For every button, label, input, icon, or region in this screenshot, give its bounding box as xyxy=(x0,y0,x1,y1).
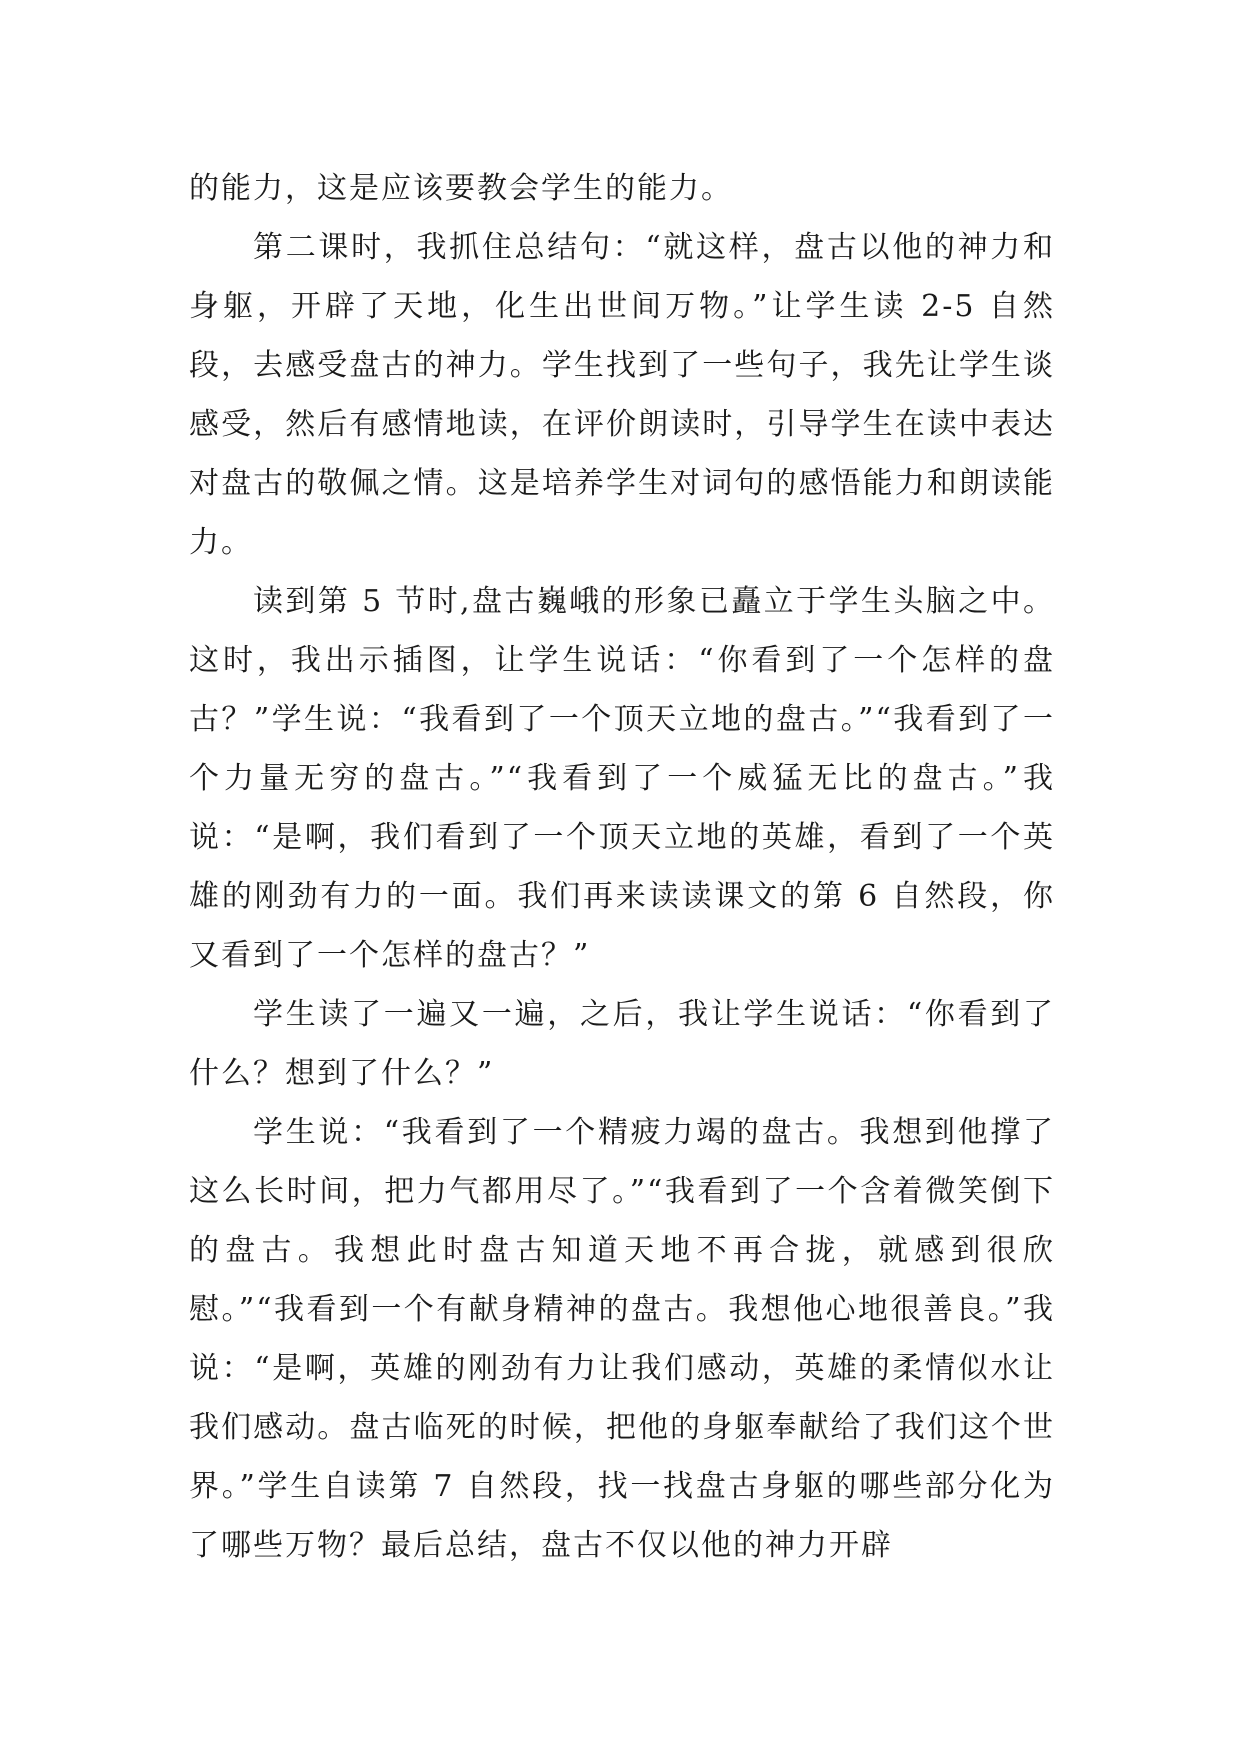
document-body xyxy=(189,159,1055,1575)
paragraph-3: 读到第 5 节时,盘古巍峨的形象已矗立于学生头脑之中。这时，我出示插图，让学生说话：“你看到了一个怎样的盘古？”学生说：“我看到了一个顶天立地的盘古。”“我看到了一个力量无穷的盘古。”“我看到了一个威猛无比的盘古。”我说：“是啊，我们看到了一个顶天立地的英雄，看到了一个英雄的刚劲有力的一面。我们再来读读课文的第 6 自然段，你又看到了一个怎样的盘古？” xyxy=(189,584,1055,973)
paragraph-5: 学生说：“我看到了一个精疲力竭的盘古。我想到他撑了这么长时间，把力气都用尽了。”“我看到了一个含着微笑倒下的盘古。我想此时盘古知道天地不再合拢，就感到很欣慰。”“我看到一个有献身精神的盘古。我想他心地很善良。”我说：“是啊，英雄的刚劲有力让我们感动，英雄的柔情似水让我们感动。盘古临死的时候，把他的身躯奉献给了我们这个世界。”学生自读第 7 自然段，找一找盘古身躯的哪些部分化为了哪些万物？最后总结，盘古不仅以他的神力开辟 xyxy=(189,1115,1055,1563)
paragraph-4: 学生读了一遍又一遍，之后，我让学生说话：“你看到了什么？想到了什么？” xyxy=(189,997,1055,1091)
paragraph-1: 的能力，这是应该要教会学生的能力。 xyxy=(189,171,733,206)
paragraph-2: 第二课时，我抓住总结句：“就这样，盘古以他的神力和身躯，开辟了天地，化生出世间万物。”让学生读 2-5 自然段，去感受盘古的神力。学生找到了一些句子，我先让学生谈感受，然后有感情地读，在评价朗读时，引导学生在读中表达对盘古的敬佩之情。这是培养学生对词句的感悟能力和朗读能力。 xyxy=(189,230,1055,560)
